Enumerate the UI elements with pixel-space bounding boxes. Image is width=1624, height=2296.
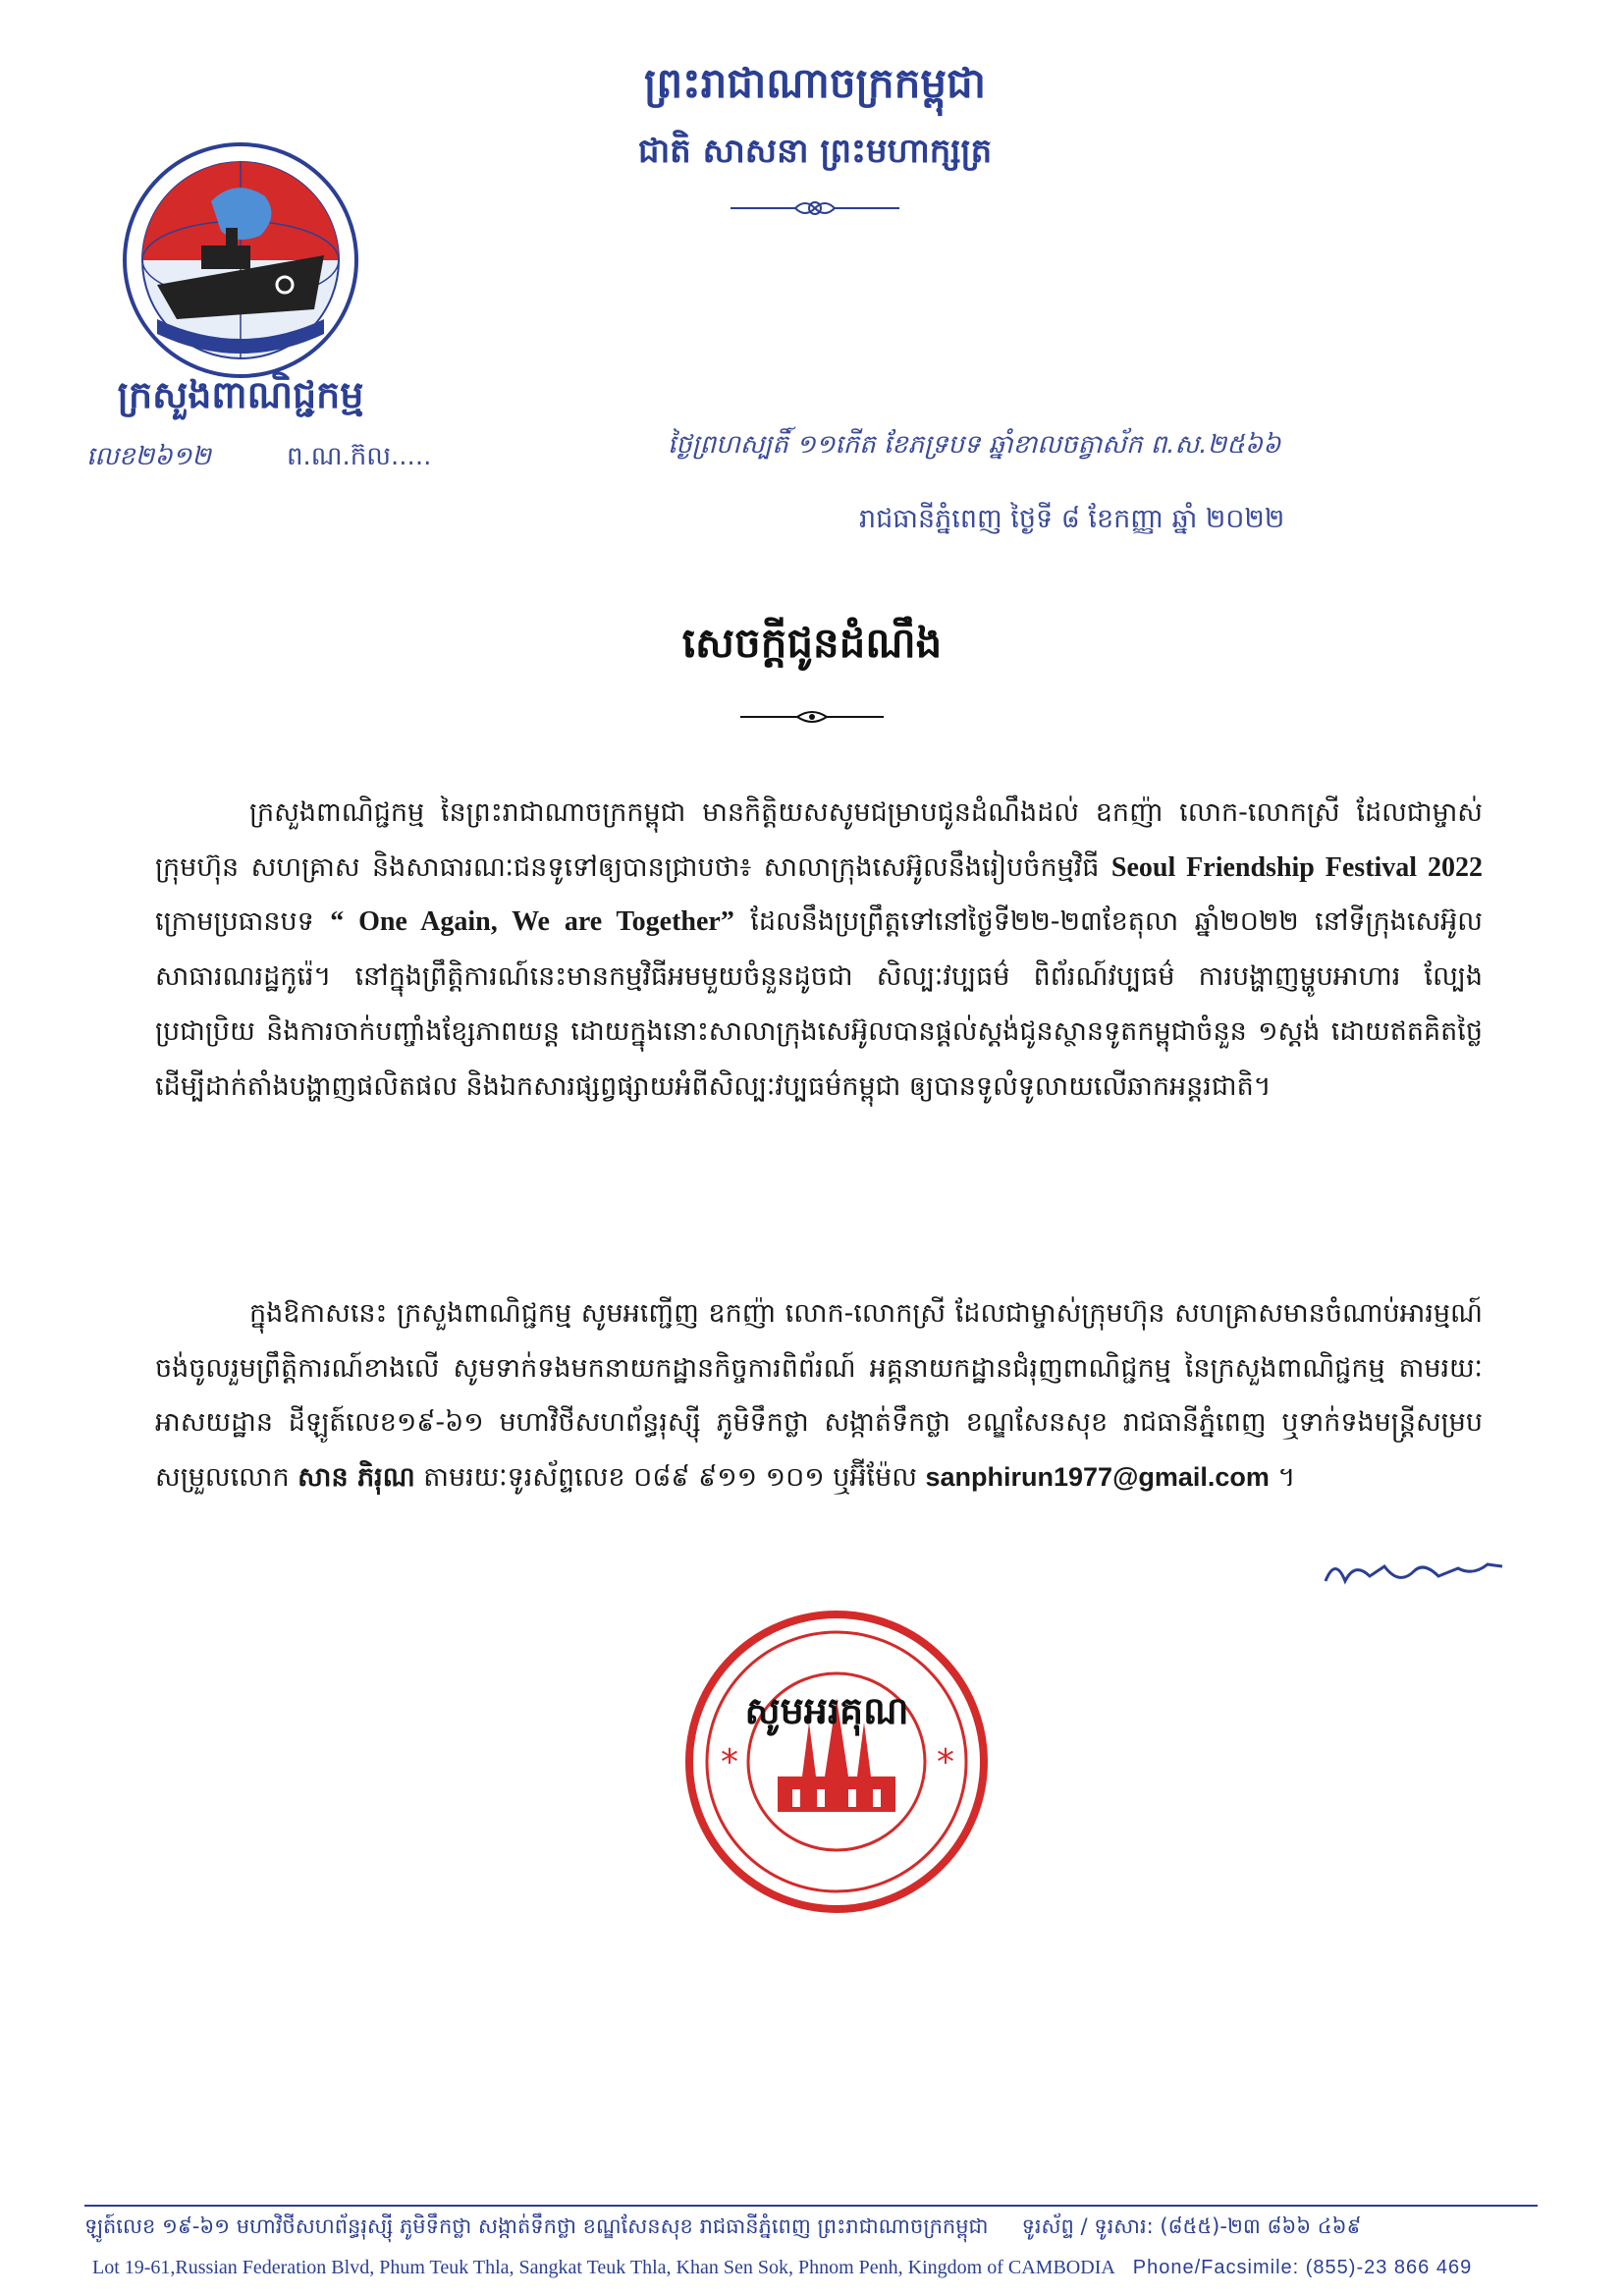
event-name: Seoul Friendship Festival 2022 xyxy=(1110,851,1483,883)
title-ornament-icon xyxy=(738,707,886,727)
national-motto: ជាតិ សាសនា ព្រះមហាក្សត្រ xyxy=(637,132,993,171)
paragraph-invitation xyxy=(155,1286,1483,1505)
p1-text-3: ដែលនឹងប្រព្រឹត្តទៅនៅថ្ងៃទី២២-២៣ខែតុលា ឆ្នាំ២០២២ នៅទីក្រុងសេអ៊ូល សាធារណរដ្ឋកូរ៉េ។ នៅក្នុងព្រឹត្តិការណ៍នេះមានកម្មវិធីអមមួយចំនួនដូចជា សិល្បៈវប្បធម៌ ពិព័រណ៍វប្បធម៌ ការបង្ហាញម្ហូបអាហារ ល្បែងប្រជាប្រិយ និងការចាក់បញ្ចាំងខ្សែភាពយន្ត ដោយក្នុងនោះសាលាក្រុងសេអ៊ូលបានផ្តល់ស្តង់ជូនស្ថានទូតកម្ពុជាចំនួន ១ស្តង់ ដោយឥតគិតថ្លៃ ដើម្បីដាក់តាំងបង្ហាញផលិតផល និងឯកសារផ្សព្វផ្សាយអំពីសិល្បៈវប្បធម៌កម្ពុជា ឲ្យបានទូលំទូលាយលើឆាកអន្តរជាតិ។ xyxy=(155,906,1483,1102)
footer-phone-km: ទូរស័ព្ទ / ទូរសារ: (៨៥៥)-២៣ ៨៦៦ ៤៦៩ xyxy=(1021,2214,1362,2238)
event-theme: “ One Again, We are Together” xyxy=(330,906,734,938)
svg-text:*: * xyxy=(721,1742,738,1782)
contact-name: សាន ភិរុណ xyxy=(298,1462,415,1494)
lunar-date: ថ្ងៃព្រហស្បតិ៍ ១១កើត ខែភទ្របទ ឆ្នាំខាលចត្វាស័ក ព.ស.២៥៦៦ xyxy=(668,430,1281,460)
reference-number: លេខ២៦១២ xyxy=(86,442,211,471)
footer-address-khmer xyxy=(84,2214,1538,2244)
solar-date: រាជធានីភ្នំពេញ ថ្ងៃទី ៨ ខែកញ្ញា ឆ្នាំ ២០២២ xyxy=(859,504,1285,534)
ministry-name: ក្រសួងពាណិជ្ជកម្ម xyxy=(117,372,364,416)
p1-text-1: ក្រសួងពាណិជ្ជកម្ម នៃព្រះរាជាណាចក្រកម្ពុជា មានកិត្តិយសសូមជម្រាបជូនដំណឹងដល់ ឧកញ៉ា លោក-លោកស្រី ដែលជាម្ចាស់ក្រុមហ៊ុន សហគ្រាស និងសាធារណៈជនទូទៅឲ្យបានជ្រាបថា៖ សាលាក្រុងសេអ៊ូលនឹងរៀបចំកម្មវិធី xyxy=(155,797,1483,883)
contact-email: sanphirun1977@gmail.com xyxy=(925,1462,1270,1493)
p2-text-3: ។ xyxy=(1269,1462,1296,1494)
initials-signature-icon xyxy=(1316,1547,1512,1596)
footer-address-english xyxy=(92,2257,1545,2279)
paragraph-announcement xyxy=(155,786,1483,1114)
footer-address-en: Lot 19-61,Russian Federation Blvd, Phum Teuk Thla, Sangkat Teuk Thla, Khan Sen Sok, Phnom Penh, Kingdom of CAMBODIA xyxy=(92,2257,1115,2278)
header-ornament-icon xyxy=(727,196,903,220)
p1-text-2: ក្រោមប្រធានបទ xyxy=(155,906,331,938)
notice-title: សេចក្តីជូនដំណឹង xyxy=(681,619,943,667)
official-seal-icon xyxy=(679,1605,994,1919)
p2-text-1: ក្នុងឱកាសនេះ ក្រសួងពាណិជ្ជកម្ម សូមអញ្ជើញ ឧកញ៉ា លោក-លោកស្រី ដែលជាម្ចាស់ក្រុមហ៊ុន សហគ្រាសមានចំណាប់អារម្មណ៍ចង់ចូលរួមព្រឹត្តិការណ៍ខាងលើ សូមទាក់ទងមកនាយកដ្ឋានកិច្ចការពិព័រណ៍ អគ្គនាយកដ្ឋានជំរុញពាណិជ្ជកម្ម នៃក្រសួងពាណិជ្ជកម្ម តាមរយៈអាសយដ្ឋាន ដីឡូត៍លេខ១៩-៦១ មហាវិថីសហព័ន្ធរុស្ស៊ី ភូមិទឹកថ្លា សង្កាត់ទឹកថ្លា ខណ្ឌសែនសុខ រាជធានីភ្នំពេញ ឬទាក់ទងមន្ត្រីសម្របសម្រួលលោក xyxy=(155,1298,1483,1494)
footer-phone-en: Phone/Facsimile: (855)-23 866 469 xyxy=(1132,2257,1473,2278)
ministry-logo-icon xyxy=(118,137,363,383)
closing-thanks: សូមអរគុណ xyxy=(744,1688,909,1732)
footer-address-km: ឡូត៍លេខ ១៩-៦១ មហាវិថីសហព័ន្ធរុស្ស៊ី ភូមិទឹកថ្លា សង្កាត់ទឹកថ្លា ខណ្ឌសែនសុខ រាជធានីភ្នំពេញ ព្រះរាជាណាចក្រកម្ពុជា xyxy=(84,2214,989,2238)
p2-text-2: តាមរយៈទូរស័ព្ទលេខ ០៨៩ ៩១១ ១០១ ឬអ៊ីម៉ែល xyxy=(414,1462,926,1494)
footer-divider xyxy=(84,2205,1538,2207)
reference-department: ព.ណ.ក៊ល..... xyxy=(287,442,432,471)
svg-text:*: * xyxy=(937,1742,954,1782)
kingdom-title: ព្រះរាជាណាចក្រកម្ពុជា xyxy=(643,59,987,107)
